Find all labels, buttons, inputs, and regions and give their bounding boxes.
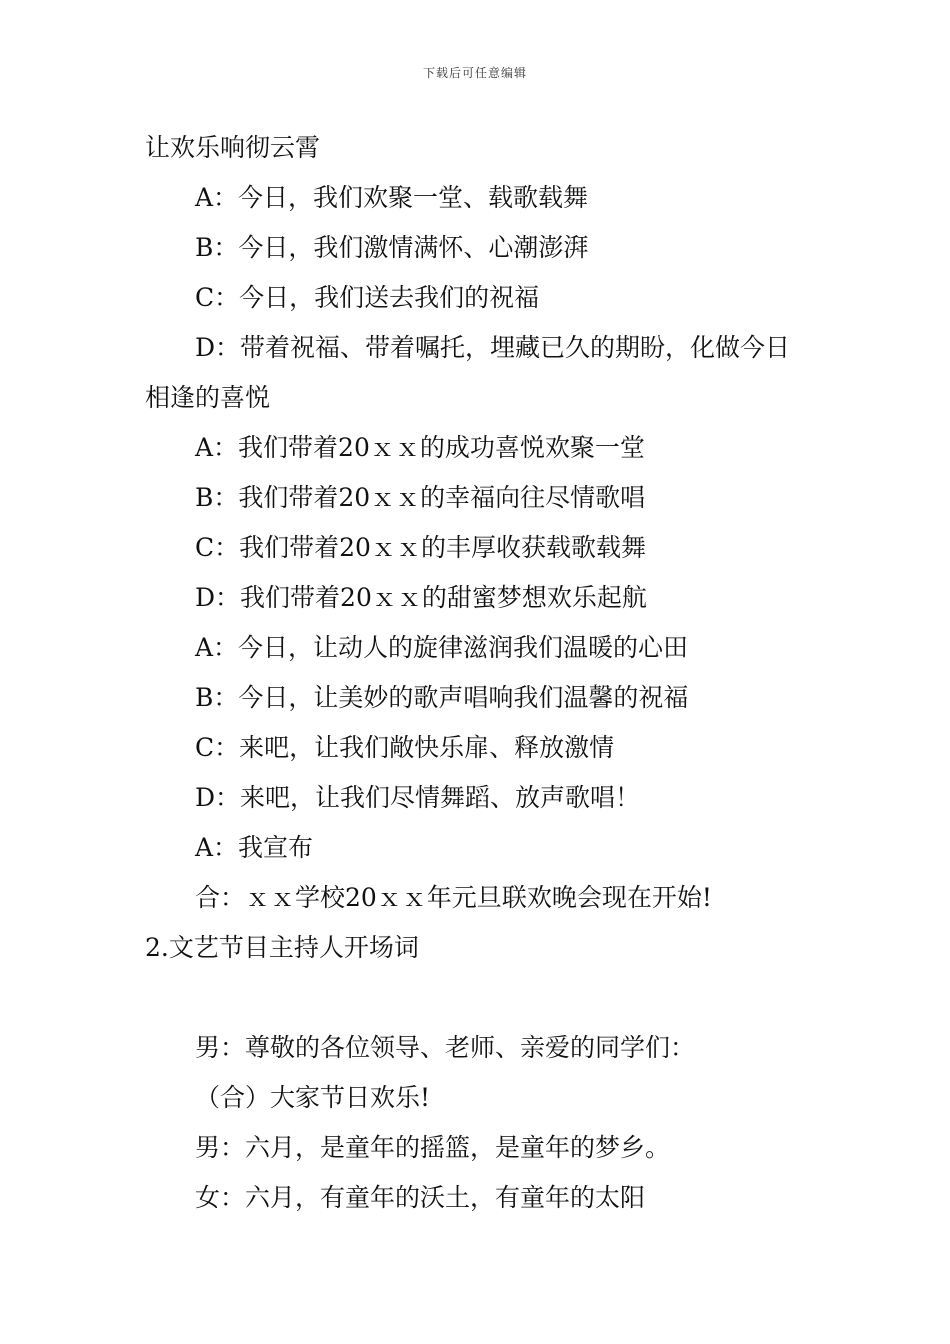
- paragraph: B：今日，我们激情满怀、心潮澎湃: [195, 233, 589, 262]
- paragraph: 男：尊敬的各位领导、老师、亲爱的同学们：: [195, 1033, 696, 1062]
- paragraph: D：带着祝福、带着嘱托，埋藏已久的期盼，化做今日: [195, 333, 791, 362]
- paragraph: C：来吧，让我们敞快乐扉、释放激情: [195, 733, 615, 762]
- paragraph: A：我们带着20ｘｘ的成功喜悦欢聚一堂: [195, 433, 645, 462]
- paragraph: D：来吧，让我们尽情舞蹈、放声歌唱！: [195, 783, 641, 812]
- paragraph: B：今日，让美妙的歌声唱响我们温馨的祝福: [195, 683, 689, 712]
- paragraph: 让欢乐响彻云霄: [145, 133, 321, 162]
- paragraph: 相逢的喜悦: [145, 383, 271, 412]
- section-heading: 2.文艺节目主持人开场词: [145, 933, 419, 962]
- paragraph: 女：六月，有童年的沃土，有童年的太阳: [195, 1183, 646, 1212]
- document-body: [145, 128, 825, 1228]
- paragraph: A：我宣布: [195, 833, 314, 862]
- paragraph: C：今日，我们送去我们的祝福: [195, 283, 540, 312]
- paragraph: D：我们带着20ｘｘ的甜蜜梦想欢乐起航: [195, 583, 647, 612]
- paragraph: 男：六月，是童年的摇篮，是童年的梦乡。: [195, 1133, 671, 1162]
- page-header: 下载后可任意编辑: [422, 66, 527, 80]
- paragraph: C：我们带着20ｘｘ的丰厚收获载歌载舞: [195, 533, 646, 562]
- blank-line: [145, 978, 825, 1028]
- paragraph: A：今日，让动人的旋律滋润我们温暖的心田: [195, 633, 689, 662]
- paragraph: （合）大家节日欢乐!: [195, 1083, 431, 1112]
- paragraph: 合：ｘｘ学校20ｘｘ年元旦联欢晚会现在开始!: [195, 883, 712, 912]
- paragraph: A：今日，我们欢聚一堂、载歌载舞: [195, 183, 589, 212]
- paragraph: B：我们带着20ｘｘ的幸福向往尽情歌唱: [195, 483, 646, 512]
